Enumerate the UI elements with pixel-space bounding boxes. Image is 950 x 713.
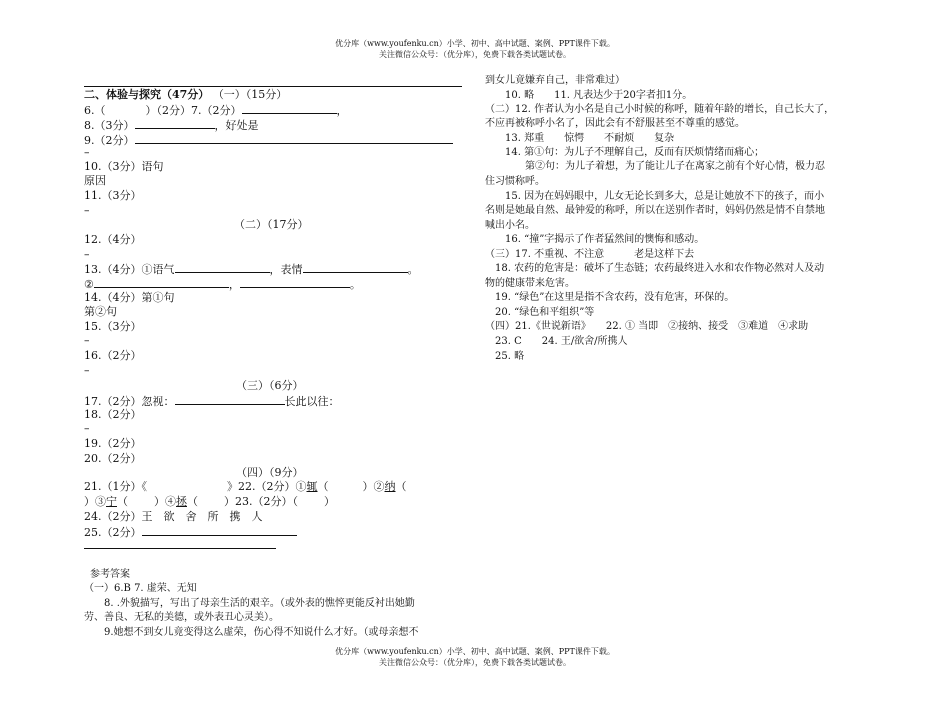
q10-reason: 原因 bbox=[84, 174, 106, 187]
q22-char-1: 辄 bbox=[306, 480, 318, 493]
answer-r8: 15. 因为在妈妈眼中，儿女无论长到多大，总是让她放不下的孩子，而小 bbox=[505, 191, 825, 202]
q21-line bbox=[84, 480, 407, 494]
q13-blank-4[interactable] bbox=[240, 277, 350, 288]
answer-r6: 第②句：为儿子着想，为了能让儿子在离家之前有个好心情，极力忍 bbox=[525, 161, 825, 172]
section2-title: 二、体验与探究（47分） bbox=[84, 88, 210, 101]
answer-r4: 13. 郑重 惊愕 不耐烦 复杂 bbox=[505, 133, 675, 144]
header-line-2: 关注微信公众号：（优分库），免费下载各类试题试卷。 bbox=[379, 50, 571, 59]
q22-label: 》22.（2分）① bbox=[227, 480, 307, 493]
q9-label: 9.（2分） bbox=[84, 134, 135, 147]
section2-heading bbox=[84, 88, 287, 102]
answer-r3: 不应再被称呼小名了，因此会有不舒服甚至不尊重的感觉。 bbox=[485, 118, 745, 129]
answer-9: 9.她想不到女儿竟变得这么虚荣，伤心得不知说什么才好。（或母亲想不 bbox=[104, 627, 419, 638]
answer-r9: 名则是她最自然、最钟爱的称呼，所以在送别作者时，妈妈仍然是情不自禁地 bbox=[485, 205, 825, 216]
q13-line bbox=[84, 262, 419, 277]
q22-item-3: ）③ bbox=[84, 495, 106, 508]
answer-1: （一）6.B 7. 虚荣、无知 bbox=[84, 583, 197, 594]
q13-period-2: 。 bbox=[349, 278, 361, 291]
q7-blank[interactable] bbox=[242, 103, 337, 114]
dash-3: – bbox=[84, 248, 90, 261]
q22-paren-1: （ bbox=[317, 480, 329, 493]
q12-line: 12.（4分） bbox=[84, 233, 142, 246]
answer-r15: 19. “绿色”在这里是指不含农药，没有危害，环保的。 bbox=[495, 292, 735, 303]
q23-label: ）23.（2分）（ bbox=[224, 495, 298, 508]
part1-title: （一）（15分） bbox=[212, 88, 288, 101]
q22-paren-4: （ bbox=[187, 495, 198, 508]
answer-r1: 10. 略 11. 凡表达少于20字者扣1分。 bbox=[505, 90, 693, 101]
answer-8: 8. .外貌描写，写出了母亲生活的艰辛。（或外表的憔悴更能反衬出她勤 bbox=[104, 598, 415, 609]
page-header bbox=[0, 38, 950, 60]
answer-r17: （四）21.《世说新语》 22. ① 当即 ②接纳、接受 ③难道 ④求助 bbox=[485, 321, 809, 332]
q8-line bbox=[84, 118, 259, 133]
q6-line bbox=[84, 103, 348, 118]
footer-line-2: 关注微信公众号：（优分库），免费下载各类试题试卷。 bbox=[379, 658, 571, 667]
q22-paren-2: （ bbox=[395, 480, 407, 493]
answers-title: 参考答案 bbox=[90, 569, 130, 580]
dash-4: – bbox=[84, 334, 90, 347]
q14-line-2: 第②句 bbox=[84, 305, 117, 318]
dash-6: – bbox=[84, 422, 90, 435]
part4-title: （四）（9分） bbox=[236, 466, 304, 479]
answer-r19: 25. 略 bbox=[495, 351, 525, 362]
q8-label: 8.（3分） bbox=[84, 119, 135, 132]
q13-period: 。 bbox=[407, 263, 419, 276]
answer-r7: 住习惯称呼。 bbox=[485, 176, 545, 187]
q13-item2: ② bbox=[84, 278, 94, 291]
answer-r0: 到女儿竟嫌弃自己，非常难过） bbox=[485, 75, 625, 86]
footer-line-1: 优分库（www.youfenku.cn）小学、初中、高中试题、案例、PPT课件下载。 bbox=[335, 647, 615, 656]
q25-label: 25.（2分） bbox=[84, 526, 142, 539]
q6-label: 6.（ bbox=[84, 104, 106, 117]
q17-neglect: 17.（2分）忽视： bbox=[84, 395, 175, 408]
q7-comma: ， bbox=[336, 104, 348, 117]
q8-benefit: ，好处是 bbox=[214, 119, 259, 132]
q13-expression: ，表情 bbox=[269, 263, 303, 276]
q10-line: 10.（3分）语句 bbox=[84, 160, 164, 173]
dash-5: – bbox=[84, 364, 90, 377]
dash-2: – bbox=[84, 204, 90, 217]
q22-char-2: 纳 bbox=[384, 480, 396, 493]
q25-blank[interactable] bbox=[142, 525, 297, 536]
q21-label: 21.（1分）《 bbox=[84, 480, 147, 493]
header-line-1: 优分库（www.youfenku.cn）小学、初中、高中试题、案例、PPT课件下载。 bbox=[335, 39, 615, 48]
page-footer bbox=[0, 646, 950, 668]
q7-label: ）（2分）7.（2分） bbox=[145, 104, 242, 117]
answer-r14: 物的健康带来危害。 bbox=[485, 278, 575, 289]
q18-line: 18.（2分） bbox=[84, 408, 142, 421]
q22-paren-3: （ bbox=[117, 495, 128, 508]
q23-close: ） bbox=[324, 495, 335, 508]
dash-1: – bbox=[84, 146, 90, 159]
q25-line bbox=[84, 525, 297, 540]
q22-item-4: ）④ bbox=[154, 495, 176, 508]
q17-blank[interactable] bbox=[175, 394, 285, 405]
q11-line: 11.（3分） bbox=[84, 189, 142, 202]
q13-expression-blank[interactable] bbox=[303, 262, 408, 273]
q22-item-2: ）② bbox=[362, 480, 385, 493]
q13-blank-3[interactable] bbox=[94, 277, 229, 288]
answer-r18: 23. C 24. 王/欲舍/所携人 bbox=[495, 336, 628, 347]
q22-char-3: 宁 bbox=[106, 495, 117, 508]
answer-r10: 喊出小名。 bbox=[485, 220, 535, 231]
q19-line: 19.（2分） bbox=[84, 437, 142, 450]
q13-tone: 13.（4分）①语气 bbox=[84, 263, 175, 276]
q17-line bbox=[84, 394, 340, 409]
q25-continuation-rule bbox=[84, 548, 276, 549]
part3-title: （三）（6分） bbox=[236, 379, 304, 392]
q22-line-2 bbox=[84, 495, 335, 509]
q22-char-4: 拯 bbox=[176, 495, 187, 508]
q8-blank[interactable] bbox=[135, 118, 215, 129]
part2-title: （二）（17分） bbox=[234, 218, 309, 231]
answer-r13: 18. 农药的危害是：破坏了生态链；农药最终进入水和农作物必然对人及动 bbox=[495, 263, 825, 274]
q13-comma: ， bbox=[228, 278, 240, 291]
answer-r5: 14. 第①句：为儿子不理解自己，反而有厌烦情绪而痛心； bbox=[505, 147, 765, 158]
answer-r2: （二）12. 作者认为小名是自己小时候的称呼，随着年龄的增长，自己长大了， bbox=[485, 104, 835, 115]
q13-tone-blank[interactable] bbox=[175, 262, 270, 273]
answer-r16: 20. “绿色和平组织”等 bbox=[495, 307, 595, 318]
q14-line: 14.（4分）第①句 bbox=[84, 291, 175, 304]
answer-r12: （三）17. 不重视、不注意 老是这样下去 bbox=[485, 249, 695, 260]
q16-line: 16.（2分） bbox=[84, 349, 142, 362]
q9-blank[interactable] bbox=[135, 133, 453, 144]
q13-line-2 bbox=[84, 277, 361, 292]
q24-line: 24.（2分）王 欲 舍 所 携 人 bbox=[84, 510, 263, 523]
q17-longterm: 长此以往： bbox=[284, 395, 340, 408]
q9-line bbox=[84, 133, 453, 148]
q20-line: 20.（2分） bbox=[84, 452, 142, 465]
answer-r11: 16. “撞”字揭示了作者猛然间的懊悔和感动。 bbox=[505, 234, 705, 245]
top-rule bbox=[84, 86, 462, 87]
q15-line: 15.（3分） bbox=[84, 320, 142, 333]
answer-8-cont: 劳、善良、无私的美德，或外表丑心灵美）。 bbox=[84, 612, 279, 623]
